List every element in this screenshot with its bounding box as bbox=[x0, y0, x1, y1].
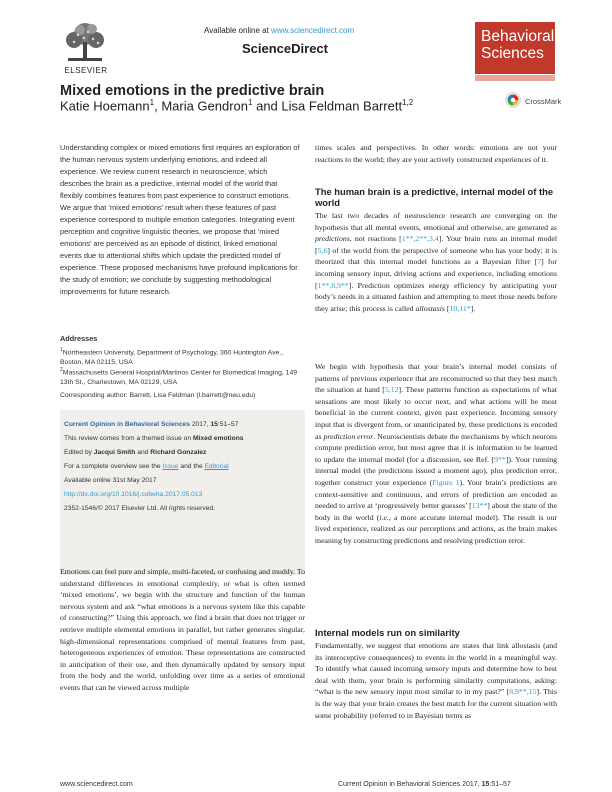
footer-pages: :51–57 bbox=[489, 781, 511, 788]
journal-cover bbox=[475, 22, 555, 74]
author-separator: , bbox=[154, 98, 162, 114]
footer-citation bbox=[338, 781, 511, 788]
journal-cover-line-1: Behavioral bbox=[481, 28, 555, 45]
info-pages: :51–57 bbox=[217, 421, 239, 428]
author-affiliation: 1,2 bbox=[402, 98, 414, 107]
address-marker: 1 bbox=[60, 347, 63, 353]
crossmark-icon[interactable] bbox=[505, 92, 521, 108]
section-heading: The human brain is a predictive, internal model of the world bbox=[315, 186, 554, 208]
address-text: Massachusetts General Hospital/Martinos Center for Biomedical Imaging, 149 13th St., Charlestown, MA 02129, USA bbox=[60, 369, 298, 387]
footer-year: 2017, bbox=[460, 781, 482, 788]
info-available-date: Available online 31st May 2017 bbox=[64, 477, 157, 484]
paragraph: Emotions can feel pure and simple, multi-faceted, or confusing and muddy. To understand differences in emotional complexity, or what is often termed ‘mixed emotions’, we begin with the structure and function of the human nervous system and ask “what emotions is a nervous system like this capable of constructing?” Using this approach, we find a brain that does not trigger or retrieve multiple elemental emotions in parallel, but rather generates singular, high-dimensional representations comprised of mental features from past, heterogeneous experiences of emotion. These representations are constructed in anticipation of their use, and then dynamically updated by sensory input from the body and the world, unfolding over time as a series of emotional events that can be viewed across multiple bbox=[60, 567, 305, 692]
citation-link[interactable]: 9** bbox=[494, 454, 506, 464]
author-affiliation: 1 bbox=[149, 98, 155, 107]
footer-website: www.sciencedirect.com bbox=[60, 781, 133, 788]
citation-link[interactable]: 10,11* bbox=[449, 303, 471, 313]
paragraph: Fundamentally, we suggest that emotions are states that link allostasis (and its interoceptive consequences) to events in the world in a meaningful way. To identify what caused incoming sensory inputs and determine how to best deal with them, your brain is performing similarity computations, asking: “what is the new sensory input most similar to in my past?” [8,9**,15]. This is the way that your brain creates the best match for the current situation with some probability (referred to in Bayesian terms as bbox=[315, 641, 558, 720]
footer-journal: Current Opinion in Behavioral Sciences bbox=[338, 781, 461, 788]
addresses-heading: Addresses bbox=[60, 334, 98, 343]
body-right-section1 bbox=[315, 210, 557, 314]
journal-cover-stripe bbox=[475, 75, 555, 81]
availability-line bbox=[204, 26, 354, 35]
address-marker: 2 bbox=[60, 367, 63, 373]
info-theme-name: Mixed emotions bbox=[192, 435, 244, 442]
citation-link[interactable]: 5,6 bbox=[317, 245, 328, 255]
info-editor: Jacqui Smith bbox=[93, 449, 136, 456]
address-item bbox=[60, 365, 305, 388]
info-overview bbox=[64, 462, 304, 472]
citation-link[interactable]: 5,12 bbox=[384, 385, 399, 395]
info-year: 2017, bbox=[189, 421, 211, 428]
platform-name: ScienceDirect bbox=[242, 41, 328, 56]
paragraph: times scales and perspectives. In other words: emotions are not your reactions to the world; they are your actively constructed experiences of it. bbox=[315, 143, 557, 164]
availability-prefix: Available online at bbox=[204, 26, 272, 35]
elsevier-tree-logo-icon bbox=[60, 20, 110, 66]
journal-cover-line-2: Sciences bbox=[481, 45, 544, 62]
citation-link[interactable]: 7 bbox=[537, 257, 542, 267]
issue-link[interactable]: Issue bbox=[162, 463, 179, 470]
body-left-column bbox=[60, 566, 305, 694]
body-right-section2 bbox=[315, 640, 557, 721]
info-journal: Current Opinion in Behavioral Sciences bbox=[64, 421, 190, 428]
author-affiliation: 1 bbox=[248, 98, 253, 107]
figure-link[interactable]: Figure 1 bbox=[432, 477, 460, 487]
info-volume: 15 bbox=[210, 421, 218, 428]
sciencedirect-link[interactable]: www.sciencedirect.com bbox=[271, 26, 355, 35]
citation-link[interactable]: 13** bbox=[471, 501, 488, 511]
publisher-logo-text: ELSEVIER bbox=[64, 66, 108, 75]
author-name: Lisa Feldman Barrett bbox=[281, 98, 403, 114]
paragraph: We begin with hypothesis that your brain’s internal model consists of patterns of previous experience that are reconstructed so that they best match the situation at hand [5,12]. These patterns function as expectations of what sensations are most likely to occur next, and what actions will be most beneficial in the current context, given past experience. Incoming sensory input that is divergent from, or unanticipated by, these predictions is encoded as prediction error. Neuroscientists debate the mechanisms by which neurons compute prediction error, but most agree that it is information to be learned to update the internal model (for a discussion, see Ref. [9**]). Your running internal model (the predictions issued a moment ago), plus prediction error, together construct your experience (Figure 1). Your brain’s predictions are context-sensitive and continuous, and errors of prediction are encoded as needed to arrive at ‘progressively better guesses’ [13**] about the state of the body in the world (i.e., a more accurate internal model). The result is our lived experience, realized as our perceptions and actions, as the brain makes meaning by constructing predictions and resolving prediction error. bbox=[315, 362, 557, 545]
info-edited-and: and bbox=[135, 449, 151, 456]
info-copyright: 2352-1546/© 2017 Elsevier Ltd. All rights reserved. bbox=[64, 505, 216, 512]
corresponding-author: Corresponding author: Barrett, Lisa Feldman (l.barrett@neu.edu) bbox=[60, 392, 256, 399]
info-editors bbox=[64, 448, 304, 458]
info-theme-prefix: This review comes from a themed issue on bbox=[64, 435, 193, 442]
citation-link[interactable]: 1**,8,9** bbox=[317, 280, 349, 290]
citation-link[interactable]: 1**,2**,3,4 bbox=[401, 234, 439, 244]
doi-link[interactable]: http://dx.doi.org/10.1016/j.cobeha.2017.05.013 bbox=[64, 491, 203, 498]
article-title: Mixed emotions in the predictive brain bbox=[60, 83, 325, 99]
citation-link[interactable]: 8,9**,15 bbox=[509, 687, 537, 697]
author-name: Maria Gendron bbox=[161, 98, 249, 114]
info-overview-and: and the bbox=[178, 463, 205, 470]
footer-volume: 15 bbox=[481, 781, 490, 788]
body-right-section1-p2 bbox=[315, 361, 557, 547]
info-citation bbox=[64, 420, 304, 430]
author-list bbox=[60, 98, 413, 113]
editorial-link[interactable]: Editorial bbox=[204, 463, 229, 470]
info-theme bbox=[64, 434, 304, 444]
address-text: Northeastern University, Department of Psychology, 360 Huntington Ave., Boston, MA 02115, USA bbox=[60, 349, 284, 367]
crossmark-label: CrossMark bbox=[525, 97, 562, 106]
info-overview-prefix: For a complete overview see the bbox=[64, 463, 163, 470]
info-doi bbox=[64, 490, 304, 500]
abstract: Understanding complex or mixed emotions first requires an exploration of the human nervous system underlying emotions, and indeed all experience. We review current research in neuroscience, which describes the brain as a predictive, internal model of the world that flexibly combines features from past experience to construct emotions. We argue that ‘mixed emotions’ result when these features of past experience correspond to multiple emotion categories. Integrating event perception and cognitive linguistic theories, we propose that ‘mixed emotions’ are perceived as an episode of distinct, linked emotional events due to attentional shifts which update the predicted model of experience. These proposed mechanisms have profound implications for the study of emotion; we conclude by suggesting methodological improvements for future research. bbox=[60, 143, 300, 296]
paragraph: The last two decades of neuroscience research are converging on the hypothesis that all mental events, emotional and otherwise, are generated as predictions, not reactions [1**,2**,3,4]. Your brain runs an internal model [5,6] of the world from the perspective of someone who has your body; it is theorized that this internal model functions as a Bayesian filter [7] for incoming sensory input, driving actions and experience, including emotions [1**,8,9**]. Prediction optimizes energy efficiency by anticipating your body’s needs in a situated fashion and attempting to meet those needs before they arise; this process is called allostasis [10,11*]. bbox=[315, 211, 557, 313]
author-separator: and bbox=[252, 98, 282, 114]
info-editor: Richard Gonzalez bbox=[150, 449, 207, 456]
author-name: Katie Hoemann bbox=[60, 98, 150, 114]
section-heading: Internal models run on similarity bbox=[315, 627, 460, 638]
body-right-intro bbox=[315, 142, 557, 165]
info-edited-prefix: Edited by bbox=[64, 449, 94, 456]
